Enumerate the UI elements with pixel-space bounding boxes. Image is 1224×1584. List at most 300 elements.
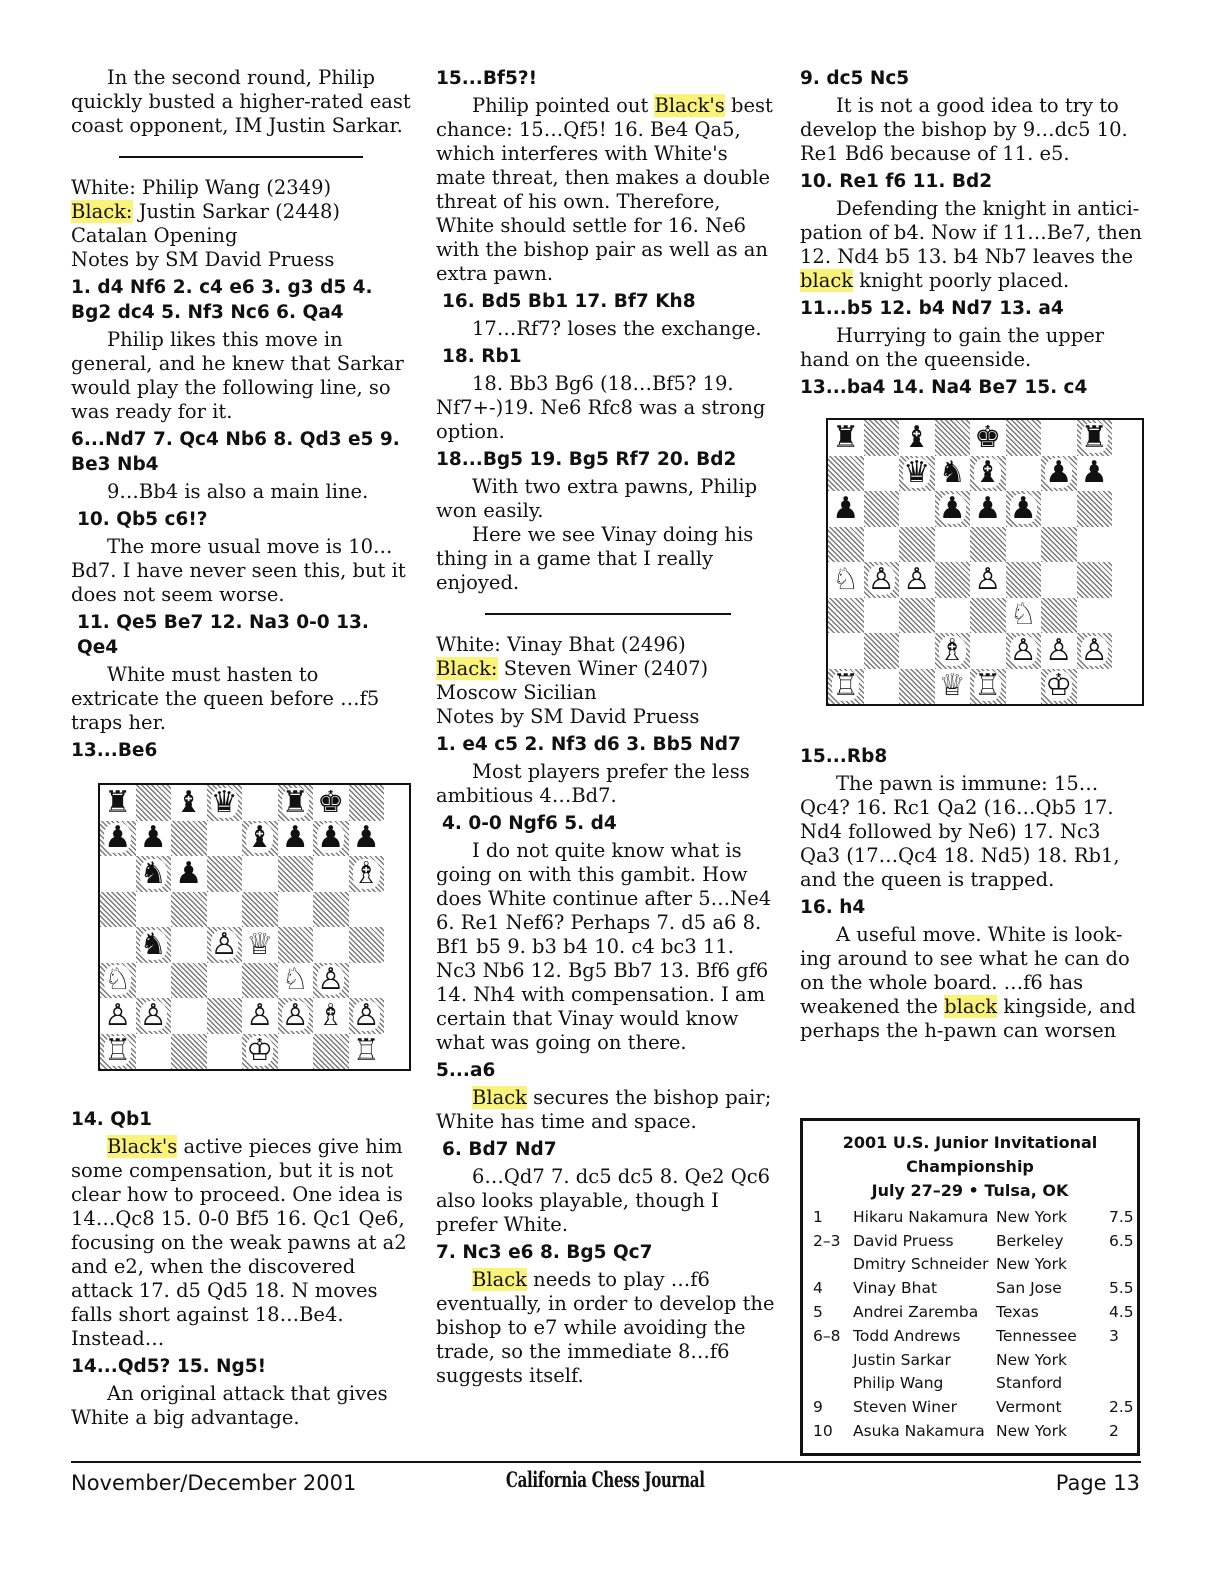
annotation: It is not a good idea to try to develop the bishop by 9…dc5 10. Re1 Bd6 because of 11. e5. — [800, 94, 1128, 165]
chess-piece: ♔ — [246, 1033, 274, 1069]
crosstable-city: New York — [996, 1422, 1067, 1441]
move-heading: 15...Rb8 — [800, 746, 888, 767]
board-square — [242, 998, 278, 1034]
crosstable-place — [813, 1372, 853, 1396]
footer-rule — [71, 1461, 1141, 1463]
board-square — [1077, 491, 1113, 527]
crosstable-city: San Jose — [996, 1279, 1062, 1298]
crosstable-name: Vinay Bhat — [853, 1279, 938, 1298]
board-square — [278, 856, 314, 892]
board-square — [1077, 420, 1113, 456]
crosstable-score: 6.5 — [1109, 1231, 1134, 1250]
move-heading: 16. Bd5 Bb1 17. Bf7 Kh8 — [442, 291, 696, 312]
board-square — [1006, 527, 1042, 563]
crosstable-place: 10 — [813, 1422, 833, 1441]
move-heading: 11...b5 12. b4 Nd7 13. a4 — [800, 298, 1064, 319]
board-square — [349, 963, 385, 999]
chess-piece: ♚ — [974, 419, 1002, 455]
crosstable-place: 1 — [813, 1207, 823, 1226]
board-square — [349, 892, 385, 928]
white-player: White: Philip Wang (2349) — [71, 176, 332, 199]
section-divider — [119, 156, 363, 158]
crosstable-row — [813, 1300, 1134, 1324]
board-square — [100, 998, 136, 1034]
chess-piece: ♗ — [938, 632, 966, 668]
board-square — [1041, 456, 1077, 492]
highlight-black: Black — [472, 1268, 527, 1291]
move-heading: 10. Qb5 c6!? — [77, 509, 208, 530]
chess-piece: ♟ — [281, 820, 309, 856]
move-heading: 9. dc5 Nc5 — [800, 68, 910, 89]
black-player-name: Justin Sarkar (2448) — [132, 200, 341, 223]
crosstable-city: New York — [996, 1255, 1067, 1274]
chess-piece: ♚ — [317, 784, 345, 820]
chess-piece: ♟ — [139, 820, 167, 856]
chess-piece: ♘ — [104, 962, 132, 998]
board-square — [864, 527, 900, 563]
section-divider — [485, 613, 731, 615]
chess-piece: ♙ — [1080, 632, 1108, 668]
annotation: I do not quite know what is going on with this gambit. How does White continue after 5…Ne4 6. Re1 Nef6? Perhaps 7. d5 a6 8. Bf1 b5 9. b3 b4 10. c4 bc3 11. Nc3 Nb6 12. Bg5 Bb7 13. Bf6 gf6 14. Nh4 with compensation. I am certain that Vinay would know what was going on there. — [436, 839, 772, 1054]
annotation: The pawn is immune: 15…Qc4? 16. Rc1 Qa2 (16…Qb5 17. Nd4 followed by Ne6) 17. Nc3 Qa3 (17…Qc4 18. Nd5) 18. Rb1, and the queen is trapped. — [800, 772, 1120, 891]
chess-piece: ♙ — [139, 997, 167, 1033]
board-square — [864, 562, 900, 598]
board-square — [207, 927, 243, 963]
chess-piece: ♔ — [1045, 668, 1073, 704]
board-square — [242, 892, 278, 928]
move-heading: 4. 0-0 Ngf6 5. d4 — [442, 813, 617, 834]
chess-piece: ♟ — [1080, 455, 1108, 491]
chess-piece: ♛ — [210, 784, 238, 820]
chess-piece: ♙ — [317, 962, 345, 998]
chess-piece: ♙ — [974, 561, 1002, 597]
board-square — [1077, 633, 1113, 669]
crosstable-name: David Pruess — [853, 1231, 954, 1250]
board-square — [935, 527, 971, 563]
board-square — [349, 821, 385, 857]
board-square — [864, 633, 900, 669]
chess-piece: ♙ — [903, 561, 931, 597]
board-square — [899, 527, 935, 563]
annotation: Hurrying to gain the upper hand on the queenside. — [800, 324, 1105, 371]
annotator: Notes by SM David Pruess — [436, 705, 700, 728]
board-square — [100, 927, 136, 963]
chess-piece: ♝ — [246, 820, 274, 856]
board-square — [207, 963, 243, 999]
move-heading: 10. Re1 f6 11. Bd2 — [800, 171, 993, 192]
board-square — [935, 491, 971, 527]
board-square — [136, 1034, 172, 1070]
annotation — [436, 1268, 780, 1388]
board-square — [136, 856, 172, 892]
chess-piece: ♝ — [903, 419, 931, 455]
highlight-black: Black's — [654, 94, 725, 117]
crosstable-row — [813, 1395, 1134, 1419]
chess-piece: ♕ — [246, 926, 274, 962]
annotation: White must hasten to extricate the queen before …f5 traps her. — [71, 663, 380, 734]
move-heading: 6. Bd7 Nd7 — [442, 1139, 557, 1160]
crosstable-score: 5.5 — [1109, 1279, 1134, 1298]
chess-piece: ♜ — [281, 784, 309, 820]
board-square — [207, 892, 243, 928]
board-square — [1006, 562, 1042, 598]
chess-piece: ♙ — [281, 997, 309, 1033]
move-heading: 1. e4 c5 2. Nf3 d6 3. Bb5 Nd7 — [436, 734, 741, 755]
crosstable-place: 9 — [813, 1398, 823, 1417]
crosstable-city: Vermont — [996, 1398, 1062, 1417]
highlight-black: Black: — [71, 200, 133, 223]
board-square — [171, 1034, 207, 1070]
chess-piece: ♟ — [317, 820, 345, 856]
crosstable-score: 7.5 — [1109, 1207, 1134, 1226]
crosstable-score — [1109, 1372, 1134, 1396]
crosstable-name: Todd Andrews — [853, 1326, 961, 1345]
move-heading: 18...Bg5 19. Bg5 Rf7 20. Bd2 — [436, 449, 737, 470]
annotation-text: kingside, and perhaps the h-pawn can worsen — [800, 995, 1136, 1042]
annotation: Philip likes this move in general, and he knew that Sarkar would play the following line, so was ready for it. — [71, 328, 404, 423]
move-heading: 13...Be6 — [71, 740, 158, 761]
crosstable-city: Stanford — [996, 1374, 1063, 1393]
crosstable-place — [813, 1253, 853, 1277]
board-square — [1077, 456, 1113, 492]
board-square — [100, 821, 136, 857]
board-square — [313, 856, 349, 892]
board-square — [313, 821, 349, 857]
board-square — [313, 1034, 349, 1070]
board-square — [1006, 669, 1042, 705]
crosstable-score: 2 — [1109, 1422, 1119, 1441]
chess-piece: ♙ — [104, 997, 132, 1033]
move-heading: 16. h4 — [800, 897, 866, 918]
board-square — [313, 892, 349, 928]
annotation-text: knight poorly placed. — [853, 269, 1070, 292]
highlight-black: black — [944, 995, 998, 1018]
crosstable-score — [1109, 1253, 1134, 1277]
board-square — [242, 927, 278, 963]
crosstable-score: 4.5 — [1109, 1303, 1134, 1322]
board-square — [1041, 669, 1077, 705]
board-square — [1041, 527, 1077, 563]
annotation: 17…Rf7? loses the exchange. — [472, 317, 762, 340]
board-square — [970, 598, 1006, 634]
annotation — [800, 197, 1144, 293]
chess-piece: ♙ — [246, 997, 274, 1033]
move-heading: 6...Nd7 7. Qc4 Nb6 8. Qd3 e5 9. Be3 Nb4 — [71, 429, 400, 475]
crosstable-name: Asuka Nakamura — [853, 1422, 985, 1441]
opening-name: Catalan Opening — [71, 224, 238, 247]
crosstable-title: 2001 U.S. Junior Invitational — [842, 1133, 1098, 1152]
chess-diagram-1-wrap — [98, 783, 411, 1071]
crosstable-score: 2.5 — [1109, 1398, 1134, 1417]
opening-name: Moscow Sicilian — [436, 681, 597, 704]
board-square — [1006, 420, 1042, 456]
chess-piece: ♟ — [1045, 455, 1073, 491]
board-square — [313, 998, 349, 1034]
black-player — [71, 200, 411, 224]
board-square — [207, 821, 243, 857]
crosstable-place: 6–8 — [813, 1326, 841, 1345]
board-square — [864, 669, 900, 705]
chess-piece: ♜ — [104, 784, 132, 820]
annotation: With two extra pawns, Philip won easily. — [436, 475, 758, 522]
board-square — [349, 856, 385, 892]
board-square — [1006, 456, 1042, 492]
board-square — [828, 669, 864, 705]
board-square — [899, 456, 935, 492]
highlight-black: Black — [472, 1086, 527, 1109]
move-heading: 15...Bf5?! — [436, 68, 538, 89]
issue-date: November/December 2001 — [71, 1471, 357, 1495]
highlight-black: Black: — [436, 657, 498, 680]
crosstable-row — [813, 1419, 1134, 1443]
board-square — [935, 633, 971, 669]
board-square — [171, 892, 207, 928]
board-square — [207, 998, 243, 1034]
chess-piece: ♙ — [1045, 632, 1073, 668]
board-square — [864, 598, 900, 634]
board-square — [278, 927, 314, 963]
board-square — [864, 456, 900, 492]
publication-name: California Chess Journal — [505, 1467, 705, 1492]
column-2 — [436, 66, 780, 1388]
crosstable-city: New York — [996, 1207, 1067, 1226]
board-square — [100, 1034, 136, 1070]
chess-piece: ♞ — [139, 926, 167, 962]
crosstable-name: Dmitry Schneider — [853, 1255, 989, 1274]
move-heading: 1. d4 Nf6 2. c4 e6 3. g3 d5 4. Bg2 dc4 5. Nf3 Nc6 6. Qa4 — [71, 277, 373, 323]
annotation-text: best chance: 15…Qf5! 16. Be4 Qa5, which interferes with White's mate threat, then makes a double threat of his own. Therefore, White should settle for 16. Ne6 with the bishop pair as well as an extra pawn. — [436, 94, 773, 285]
board-square — [1041, 491, 1077, 527]
chess-piece: ♖ — [104, 1033, 132, 1069]
board-square — [864, 420, 900, 456]
board-square — [349, 998, 385, 1034]
crosstable-title: Championship — [906, 1157, 1034, 1176]
board-square — [899, 420, 935, 456]
board-square — [970, 491, 1006, 527]
annotation-text: Philip pointed out — [472, 94, 655, 117]
board-square — [349, 1034, 385, 1070]
board-square — [136, 892, 172, 928]
board-square — [899, 598, 935, 634]
board-square — [278, 963, 314, 999]
board-square — [171, 856, 207, 892]
chess-piece: ♝ — [974, 455, 1002, 491]
board-square — [278, 785, 314, 821]
annotation — [71, 1135, 411, 1351]
board-square — [242, 856, 278, 892]
annotation — [800, 923, 1144, 1043]
crosstable-place: 2–3 — [813, 1231, 841, 1250]
game-header-wang-sarkar — [71, 176, 411, 272]
board-square — [207, 785, 243, 821]
crosstable-date-location: July 27–29 • Tulsa, OK — [871, 1181, 1069, 1200]
board-square — [100, 856, 136, 892]
board-square — [1006, 633, 1042, 669]
board-square — [136, 927, 172, 963]
crosstable-row — [813, 1348, 1134, 1372]
board-square — [349, 785, 385, 821]
board-square — [970, 527, 1006, 563]
chess-piece: ♕ — [938, 668, 966, 704]
board-square — [828, 420, 864, 456]
move-heading: 11. Qe5 Be7 12. Na3 0-0 13. Qe4 — [77, 612, 369, 658]
crosstable-score: 3 — [1109, 1326, 1119, 1345]
board-square — [899, 633, 935, 669]
chess-piece: ♘ — [281, 962, 309, 998]
board-square — [935, 420, 971, 456]
page-number: Page 13 — [1055, 1471, 1140, 1495]
board-square — [935, 598, 971, 634]
chess-piece: ♟ — [938, 490, 966, 526]
board-square — [242, 785, 278, 821]
board-square — [207, 856, 243, 892]
crosstable-city: Tennessee — [996, 1326, 1077, 1345]
board-square — [864, 491, 900, 527]
board-square — [1041, 598, 1077, 634]
crosstable-name: Andrei Zaremba — [853, 1303, 979, 1322]
crosstable-city: New York — [996, 1350, 1067, 1369]
board-square — [828, 527, 864, 563]
chess-piece: ♟ — [1009, 490, 1037, 526]
crosstable-box — [800, 1118, 1140, 1456]
board-square — [935, 562, 971, 598]
chess-piece: ♝ — [175, 784, 203, 820]
board-square — [242, 821, 278, 857]
board-square — [1077, 562, 1113, 598]
board-square — [1077, 669, 1113, 705]
board-square — [171, 821, 207, 857]
chess-piece: ♟ — [104, 820, 132, 856]
board-square — [970, 633, 1006, 669]
annotation-text: needs to play …f6 eventually, in order to develop the bishop to e7 while avoiding the trade, so the immediate 8…f6 suggests itself. — [436, 1268, 775, 1387]
chess-piece: ♞ — [938, 455, 966, 491]
annotation: Most players prefer the less ambitious 4…Bd7. — [436, 760, 750, 807]
board-square — [1077, 598, 1113, 634]
chess-piece: ♟ — [832, 490, 860, 526]
crosstable-row — [813, 1324, 1134, 1348]
chess-piece: ♜ — [1080, 419, 1108, 455]
board-square — [828, 456, 864, 492]
chess-piece: ♘ — [832, 561, 860, 597]
chess-piece: ♙ — [867, 561, 895, 597]
board-square — [828, 491, 864, 527]
crosstable — [813, 1205, 1134, 1443]
move-heading: 18. Rb1 — [442, 346, 522, 367]
annotation: 6…Qd7 7. dc5 dc5 8. Qe2 Qc6 also looks playable, though I prefer White. — [436, 1165, 771, 1236]
board-square — [899, 491, 935, 527]
board-square — [136, 821, 172, 857]
chess-diagram-2-wrap — [826, 418, 1144, 706]
board-square — [313, 927, 349, 963]
annotation: Here we see Vinay doing his thing in a game that I really enjoyed. — [436, 523, 754, 594]
white-player: White: Vinay Bhat (2496) — [436, 633, 686, 656]
game-header-bhat-winer — [436, 633, 780, 729]
highlight-black: Black's — [107, 1135, 178, 1158]
crosstable-row — [813, 1276, 1134, 1300]
crosstable-city: Texas — [996, 1303, 1039, 1322]
annotation: An original attack that gives White a big advantage. — [71, 1382, 388, 1429]
chess-piece: ♟ — [175, 855, 203, 891]
intro-paragraph: In the second round, Philip quickly busted a higher-rated east coast opponent, IM Justin Sarkar. — [71, 66, 411, 137]
board-square — [171, 785, 207, 821]
board-square — [313, 963, 349, 999]
crosstable-place: 5 — [813, 1303, 823, 1322]
crosstable-row — [813, 1372, 1134, 1396]
crosstable-row — [813, 1229, 1134, 1253]
board-square — [1077, 527, 1113, 563]
board-square — [207, 1034, 243, 1070]
chess-piece: ♙ — [352, 997, 380, 1033]
board-square — [899, 562, 935, 598]
annotation: The more usual move is 10…Bd7. I have never seen this, but it does not seem worse. — [71, 535, 406, 606]
board-square — [899, 669, 935, 705]
annotation-text: active pieces give him some compensation, but it is not clear how to proceed. One idea is 14…Qc8 15. 0-0 Bf5 16. Qc1 Qe6, focusing on the weak pawns at a2 and e2, when the discovered attack 17. d5 Qd5 18. N moves falls short against 18…Be4. Instead… — [71, 1135, 407, 1350]
board-square — [1041, 633, 1077, 669]
board-square — [136, 998, 172, 1034]
crosstable-place: 4 — [813, 1279, 823, 1298]
black-player — [436, 657, 780, 681]
board-square — [171, 927, 207, 963]
board-square — [1041, 420, 1077, 456]
chess-piece: ♗ — [352, 855, 380, 891]
board-square — [242, 963, 278, 999]
board-square — [1041, 562, 1077, 598]
chess-piece: ♙ — [1009, 632, 1037, 668]
board-square — [171, 998, 207, 1034]
annotation-text: Defending the knight in antici-pation of b4. Now if 11…Be7, then 12. Nd4 b5 13. b4 Nb7 leaves the — [800, 197, 1142, 268]
board-square — [828, 598, 864, 634]
move-heading: 5...a6 — [436, 1060, 496, 1081]
board-square — [970, 562, 1006, 598]
chess-diagram-2 — [826, 418, 1144, 706]
crosstable-row — [813, 1205, 1134, 1229]
board-square — [349, 927, 385, 963]
column-1 — [71, 66, 411, 1430]
crosstable-name: Steven Winer — [853, 1398, 957, 1417]
crosstable-row — [813, 1253, 1134, 1277]
annotation — [436, 1086, 780, 1134]
board-square — [935, 669, 971, 705]
chess-diagram-1 — [98, 783, 411, 1071]
column-3 — [800, 66, 1144, 1043]
move-heading: 14...Qd5? 15. Ng5! — [71, 1356, 267, 1377]
board-square — [171, 963, 207, 999]
black-player-name: Steven Winer (2407) — [497, 657, 709, 680]
board-square — [242, 1034, 278, 1070]
chess-piece: ♛ — [903, 455, 931, 491]
annotation — [436, 94, 780, 286]
crosstable-place — [813, 1348, 853, 1372]
board-square — [970, 456, 1006, 492]
board-square — [100, 785, 136, 821]
chess-piece: ♟ — [352, 820, 380, 856]
move-heading: 13...ba4 14. Na4 Be7 15. c4 — [800, 377, 1088, 398]
annotation: 18. Bb3 Bg6 (18…Bf5? 19. Nf7+-)19. Ne6 Rfc8 was a strong option. — [436, 372, 766, 443]
board-square — [828, 633, 864, 669]
annotator: Notes by SM David Pruess — [71, 248, 335, 271]
board-square — [278, 1034, 314, 1070]
board-square — [278, 892, 314, 928]
crosstable-name: Justin Sarkar — [853, 1350, 951, 1369]
crosstable-score — [1109, 1348, 1134, 1372]
chess-piece: ♙ — [210, 926, 238, 962]
board-square — [278, 998, 314, 1034]
board-square — [278, 821, 314, 857]
chess-piece: ♞ — [139, 855, 167, 891]
board-square — [100, 892, 136, 928]
chess-piece: ♖ — [832, 668, 860, 704]
annotation-text: secures the bishop pair; White has time and space. — [436, 1086, 772, 1133]
